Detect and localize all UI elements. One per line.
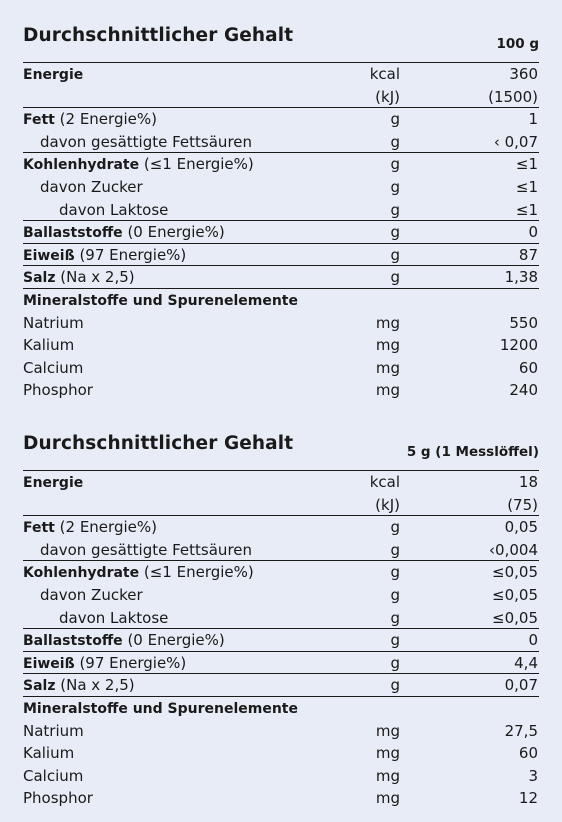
nutrient-name: Eiweiß (23, 247, 75, 264)
nutrient-unit: g (390, 631, 400, 650)
nutrient-detail: (2 Energie%) (54, 110, 157, 129)
nutrient-row (23, 131, 539, 154)
nutrient-label (23, 697, 298, 721)
nutrient-value: 1,38 (504, 268, 538, 287)
nutrient-unit: mg (375, 789, 400, 808)
nutrient-label (59, 199, 168, 222)
nutrient-unit: g (390, 653, 400, 672)
nutrient-detail: Phosphor (23, 381, 93, 400)
nutrient-label (23, 674, 135, 698)
nutrient-name: Energie (23, 475, 84, 491)
reference-quantity: 5 g (1 Messlöffel) (406, 444, 539, 460)
nutrient-name: Mineralstoffe und Spurenelemente (23, 700, 298, 717)
nutrient-unit: g (390, 132, 400, 151)
nutrient-label (23, 516, 157, 540)
reference-quantity: 100 g (496, 36, 539, 52)
nutrient-detail: Calcium (23, 358, 84, 377)
nutrient-row (23, 312, 539, 335)
nutrient-row (23, 379, 539, 402)
nutrient-label (23, 629, 225, 653)
nutrient-unit: g (390, 110, 400, 129)
nutrient-name: Fett (23, 520, 55, 537)
nutrient-value: ‹ 0,07 (493, 132, 538, 151)
nutrient-value: (75) (507, 495, 538, 514)
nutrient-label (40, 176, 143, 199)
nutrient-row (23, 176, 539, 199)
nutrient-label (23, 108, 157, 132)
nutrient-row (23, 334, 539, 357)
nutrition-table-100g (23, 22, 539, 402)
nutrient-label (40, 131, 252, 154)
nutrient-row (23, 584, 539, 607)
nutrient-label (23, 244, 186, 268)
nutrient-unit: g (390, 200, 400, 219)
nutrient-value: 60 (518, 358, 538, 377)
nutrient-detail: (≤1 Energie%) (139, 563, 254, 582)
nutrient-name: Ballaststoffe (23, 633, 123, 650)
nutrient-unit: mg (375, 381, 400, 400)
nutrient-unit: g (390, 676, 400, 695)
nutrient-label (23, 720, 84, 743)
nutrient-detail: davon gesättigte Fettsäuren (40, 132, 253, 151)
nutrient-detail: Kalium (23, 336, 75, 355)
nutrient-value: 1 (528, 110, 538, 129)
nutrient-label (23, 312, 84, 335)
nutrient-row (23, 697, 539, 720)
nutrient-detail: davon Zucker (40, 177, 143, 196)
nutrient-name: Ballaststoffe (23, 225, 123, 242)
nutrient-row (23, 539, 539, 562)
nutrient-unit: mg (375, 721, 400, 740)
nutrient-row (23, 108, 539, 131)
nutrient-row (23, 289, 539, 312)
nutrient-value: ≤1 (515, 177, 538, 196)
nutrient-row (23, 221, 539, 244)
nutrient-row (23, 62, 539, 86)
nutrient-value: 3 (528, 766, 538, 785)
nutrient-label (59, 607, 168, 630)
nutrient-row (23, 199, 539, 222)
nutrient-label (23, 471, 83, 495)
nutrient-value: 4,4 (514, 653, 538, 672)
table-header (23, 22, 539, 62)
nutrient-row (23, 86, 539, 109)
nutrient-label (23, 787, 93, 810)
nutrient-value: 550 (509, 313, 538, 332)
nutrient-value: 0 (528, 223, 538, 242)
nutrient-detail: Natrium (23, 721, 84, 740)
nutrient-unit: mg (375, 744, 400, 763)
nutrient-label (23, 652, 186, 676)
nutrient-unit: mg (375, 336, 400, 355)
nutrient-unit: mg (375, 766, 400, 785)
nutrient-detail: (97 Energie%) (74, 653, 187, 672)
nutrient-value: 12 (518, 789, 538, 808)
nutrient-rows (23, 470, 539, 810)
nutrient-unit: g (390, 223, 400, 242)
nutrient-value: 0 (528, 631, 538, 650)
nutrient-row (23, 787, 539, 810)
nutrient-row (23, 674, 539, 697)
nutrient-row (23, 266, 539, 289)
nutrient-row (23, 244, 539, 267)
nutrient-label (23, 357, 83, 380)
nutrient-label (23, 742, 74, 765)
nutrient-row (23, 153, 539, 176)
nutrient-detail: Calcium (23, 766, 84, 785)
nutrient-row (23, 494, 539, 517)
nutrient-value: 87 (518, 245, 538, 264)
table-header (23, 430, 539, 470)
nutrient-detail: Phosphor (23, 789, 93, 808)
nutrient-name: Salz (23, 678, 56, 695)
nutrient-unit: g (390, 245, 400, 264)
nutrient-value: ≤1 (515, 155, 538, 174)
nutrient-name: Kohlenhydrate (23, 157, 140, 174)
nutrient-value: 0,07 (504, 676, 538, 695)
nutrient-unit: g (390, 268, 400, 287)
nutrition-table-5g (23, 430, 539, 810)
nutrient-label (40, 584, 143, 607)
nutrient-value: 18 (518, 473, 538, 491)
nutrient-value: (1500) (488, 87, 538, 106)
nutrient-row (23, 720, 539, 743)
nutrient-unit: (kJ) (375, 495, 400, 514)
nutrient-label (23, 221, 225, 245)
nutrient-row (23, 561, 539, 584)
nutrient-detail: (0 Energie%) (122, 223, 225, 242)
nutrient-detail: (0 Energie%) (122, 631, 225, 650)
nutrient-name: Eiweiß (23, 655, 75, 672)
nutrient-name: Energie (23, 67, 84, 83)
nutrient-detail: Kalium (23, 744, 75, 763)
nutrient-detail: davon Laktose (59, 200, 169, 219)
nutrient-detail: (≤1 Energie%) (139, 155, 254, 174)
nutrient-detail: davon gesättigte Fettsäuren (40, 540, 253, 559)
nutrient-value: ≤0,05 (492, 563, 538, 582)
nutrient-row (23, 470, 539, 494)
nutrient-label (40, 539, 252, 562)
nutrient-detail: (Na x 2,5) (55, 676, 135, 695)
nutrient-label (23, 561, 254, 585)
nutrient-unit: g (390, 608, 400, 627)
nutrient-value: 0,05 (504, 518, 538, 537)
nutrient-unit: mg (375, 313, 400, 332)
nutrient-row (23, 765, 539, 788)
nutrient-unit: kcal (369, 65, 400, 83)
nutrient-name: Salz (23, 270, 56, 287)
nutrient-unit: g (390, 563, 400, 582)
nutrient-unit: g (390, 540, 400, 559)
nutrient-detail: (2 Energie%) (54, 518, 157, 537)
nutrient-value: ≤0,05 (492, 585, 538, 604)
nutrient-detail: (97 Energie%) (74, 245, 187, 264)
nutrient-label (23, 379, 93, 402)
nutrient-value: 360 (509, 65, 538, 83)
nutrient-label (23, 153, 254, 177)
nutrient-unit: kcal (369, 473, 400, 491)
nutrient-unit: g (390, 155, 400, 174)
nutrient-value: ≤1 (515, 200, 538, 219)
nutrient-unit: mg (375, 358, 400, 377)
nutrient-name: Mineralstoffe und Spurenelemente (23, 292, 298, 309)
nutrient-label (23, 63, 83, 87)
nutrient-row (23, 607, 539, 630)
nutrient-value: 1200 (499, 336, 538, 355)
nutrient-label (23, 334, 74, 357)
nutrient-label (23, 289, 298, 313)
nutrient-label (23, 765, 83, 788)
nutrient-unit: g (390, 177, 400, 196)
nutrient-row (23, 652, 539, 675)
nutrient-detail: Natrium (23, 313, 84, 332)
nutrient-unit: g (390, 585, 400, 604)
nutrient-label (23, 266, 135, 290)
nutrient-value: 240 (509, 381, 538, 400)
nutrient-detail: davon Laktose (59, 608, 169, 627)
nutrient-value: 27,5 (504, 721, 538, 740)
nutrient-rows (23, 62, 539, 402)
nutrient-name: Kohlenhydrate (23, 565, 140, 582)
nutrient-detail: (Na x 2,5) (55, 268, 135, 287)
nutrient-unit: g (390, 518, 400, 537)
nutrient-row (23, 357, 539, 380)
nutrient-value: ‹0,004 (489, 540, 538, 559)
nutrient-row (23, 742, 539, 765)
nutrient-detail: davon Zucker (40, 585, 143, 604)
table-title: Durchschnittlicher Gehalt (23, 433, 294, 454)
table-title: Durchschnittlicher Gehalt (23, 25, 294, 46)
nutrient-row (23, 629, 539, 652)
nutrient-value: 60 (518, 744, 538, 763)
nutrient-unit: (kJ) (375, 87, 400, 106)
nutrient-value: ≤0,05 (492, 608, 538, 627)
nutrient-row (23, 516, 539, 539)
nutrient-name: Fett (23, 112, 55, 129)
